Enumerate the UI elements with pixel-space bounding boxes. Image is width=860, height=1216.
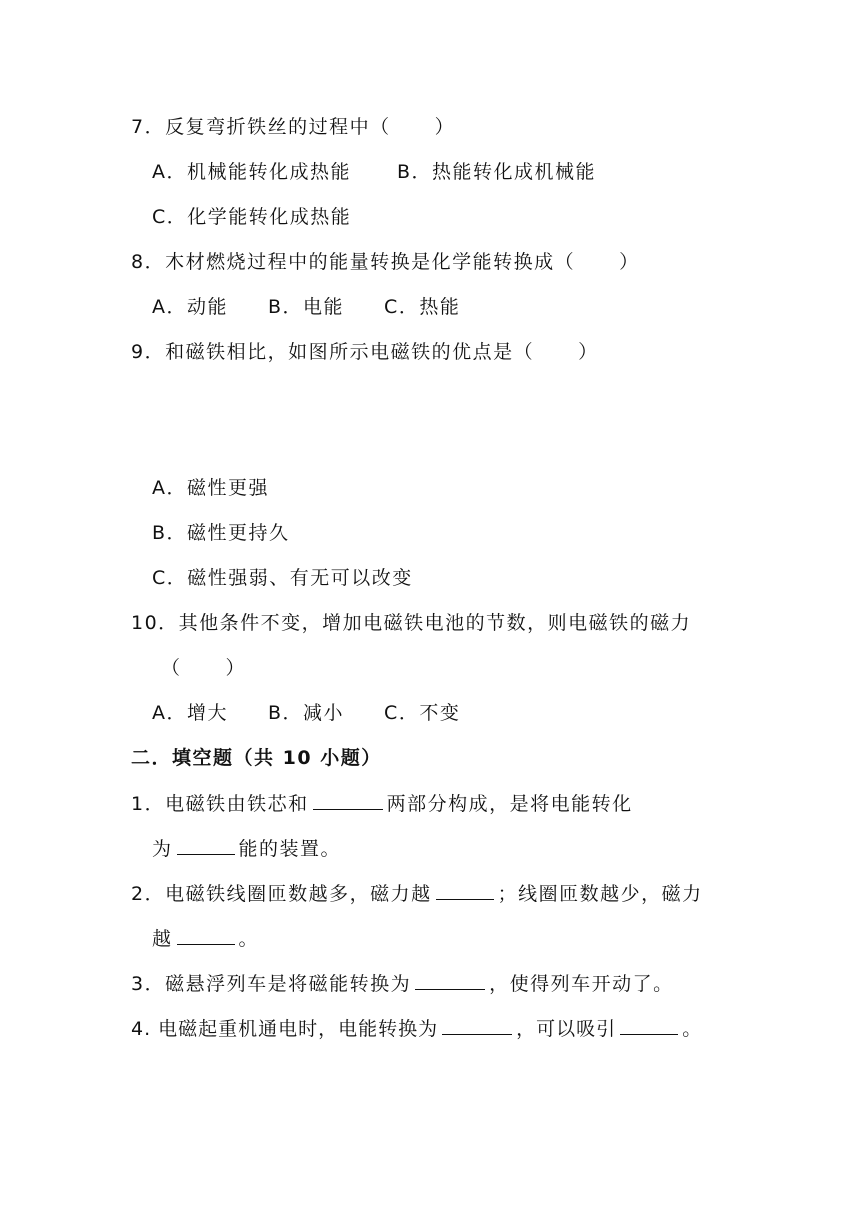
fill-2-blank-2[interactable]: [177, 926, 235, 945]
section-2-heading: 二．填空题（共 10 小题）: [131, 747, 382, 769]
question-9-option-a[interactable]: A．磁性更强: [152, 477, 269, 499]
question-7-option-c-row: [152, 205, 351, 229]
fill-3-line: 3．磁悬浮列车是将磁能转换为 ，使得列车开动了。: [131, 973, 674, 995]
fill-4-line: 4. 电磁起重机通电时，电能转换为 ，可以吸引 。: [131, 1018, 703, 1040]
fill-2-blank-1[interactable]: [436, 881, 494, 900]
fill-2-line-2: 越 。: [152, 928, 260, 950]
fill-3-blank[interactable]: [415, 971, 485, 990]
fill-1-blank-1[interactable]: [313, 791, 383, 810]
question-8-option-c[interactable]: C．热能: [384, 296, 461, 318]
question-9-option-b-row: [152, 521, 290, 545]
question-10-option-b[interactable]: B．减小: [268, 702, 345, 724]
question-9-option-a-row: [152, 476, 269, 500]
fill-4-blank-1[interactable]: [442, 1016, 512, 1035]
question-7-option-a[interactable]: A．机械能转化成热能: [152, 161, 351, 183]
question-10-option-a[interactable]: A．增大: [152, 702, 228, 724]
fill-1-blank-2[interactable]: [177, 836, 235, 855]
question-7-stem: 7．反复弯折铁丝的过程中（ ）: [131, 116, 456, 138]
question-8-stem: 8．木材燃烧过程中的能量转换是化学能转换成（ ）: [131, 251, 640, 273]
fill-2-line-1: 2．电磁铁线圈匝数越多，磁力越 ；线圈匝数越少，磁力: [131, 883, 703, 905]
question-9-option-b[interactable]: B．磁性更持久: [152, 522, 290, 544]
question-7-option-c[interactable]: C．化学能转化成热能: [152, 206, 352, 228]
question-7-options-row: [152, 160, 596, 184]
question-8-option-b[interactable]: B．电能: [268, 296, 345, 318]
question-10-option-c[interactable]: C．不变: [384, 702, 461, 724]
question-7-option-b[interactable]: B．热能转化成机械能: [397, 161, 597, 183]
fill-1-line-1: 1．电磁铁由铁芯和 两部分构成，是将电能转化: [131, 793, 633, 815]
fill-4-blank-2[interactable]: [620, 1016, 678, 1035]
question-10-stem: 10．其他条件不变，增加电磁铁电池的节数，则电磁铁的磁力: [131, 612, 692, 634]
question-9-stem: 9．和磁铁相比，如图所示电磁铁的优点是（ ）: [131, 341, 599, 363]
question-10-options-row: [152, 701, 460, 725]
question-9-option-c-row: [152, 566, 413, 590]
question-9-option-c[interactable]: C．磁性强弱、有无可以改变: [152, 567, 413, 589]
question-10-answer-paren: （ ）: [161, 657, 247, 679]
question-8-options-row: [152, 295, 460, 319]
question-8-option-a[interactable]: A．动能: [152, 296, 228, 318]
fill-1-line-2: 为 能的装置。: [152, 838, 342, 860]
